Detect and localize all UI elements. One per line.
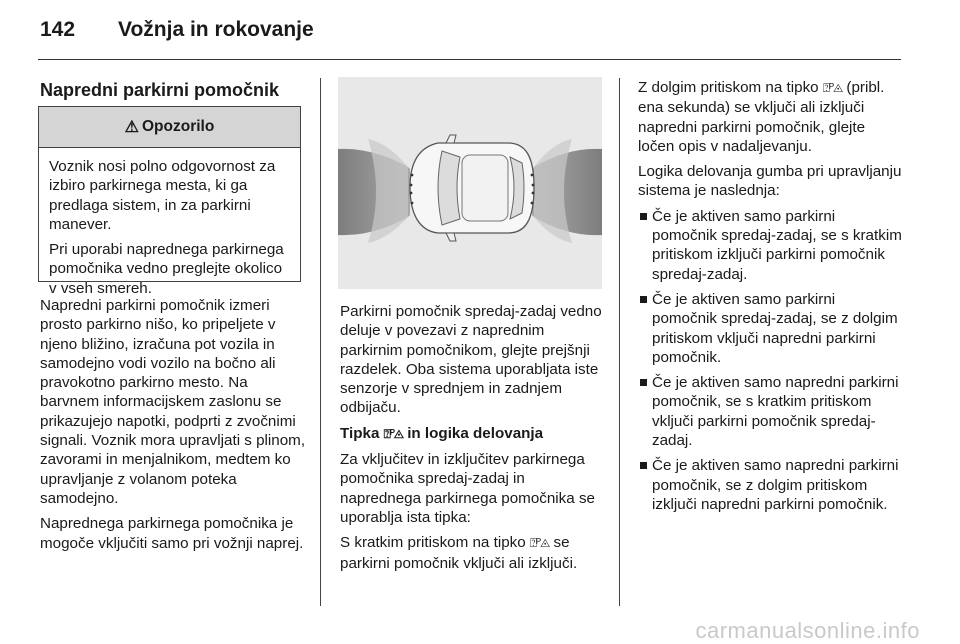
subheading-prefix: Tipka — [340, 424, 380, 442]
watermark: carmanualsonline.info — [695, 618, 920, 643]
parking-assist-button-icon: ⍰ᴾ◬ — [383, 426, 403, 441]
column-3-text — [638, 78, 904, 520]
figure-caption: Parkirni pomočnik spredaj-zadaj vedno deluje v povezavi z naprednim parkirnim pomočnikom, glejte prejšnji razdelek. Oba sistema uporabljata iste senzorje v sprednjem in zadnjem odbijaču. — [340, 303, 602, 417]
page-title: Vožnja in rokovanje — [118, 18, 314, 41]
parking-assist-button-icon: ⍰ᴾ◬ — [822, 81, 843, 95]
list-item: Če je aktiven samo parkirni pomočnik spredaj-zadaj, se s kratkim pritiskom izključi parkirni pomočnik spredaj-zadaj. — [638, 207, 904, 284]
parking-assist-button-icon: ⍰ᴾ◬ — [529, 536, 550, 551]
logic-intro-paragraph: Logika delovanja gumba pri upravljanju sistema je naslednja: — [638, 163, 902, 200]
list-item: Če je aktiven samo napredni parkirni pomočnik, se s kratkim pritiskom vključi parkirni pomočnik spredaj-zadaj. — [638, 373, 904, 450]
warning-body — [39, 148, 300, 298]
column-divider-1 — [320, 78, 321, 606]
header-rule — [38, 59, 901, 60]
car-top-view-illustration — [338, 77, 602, 289]
warning-header — [39, 107, 300, 148]
warning-label: Opozorilo — [142, 118, 215, 135]
column-2-text — [340, 302, 606, 579]
section-heading: Napredni parkirni pomočnik — [40, 80, 280, 100]
list-item: Če je aktiven samo napredni parkirni pomočnik, se z dolgim pritiskom izključi napredni parkirni pomočnik. — [638, 456, 904, 514]
button-subheading — [340, 424, 606, 444]
long-press-paragraph — [638, 78, 904, 156]
parking-sensor-figure — [338, 77, 602, 289]
short-press-suffix: se parkirni pomočnik vključi ali izključi. — [340, 534, 578, 572]
intro-paragraph: Napredni parkirni pomočnik izmeri prosto parkirno nišo, ko pripeljete v njeno bližino, izračuna pot vozila in samodejno vodi vozilo na bočno ali pravokotno parkirno mesto. Na barvnem informacijskem zaslonu se prikazujejo napotki, podprti z zvočnimi signali. Voznik mora upravljati s plinom, zavorami in menjalnikom, medtem ko upravljanje z volanom poteka samodejno. — [40, 297, 306, 507]
page-number: 142 — [40, 18, 76, 41]
column-divider-2 — [619, 78, 620, 606]
subheading-suffix: in logika delovanja — [407, 424, 544, 442]
short-press-prefix: S kratkim pritiskom na tipko — [340, 534, 526, 552]
warning-box — [38, 106, 301, 297]
short-press-paragraph — [340, 533, 606, 573]
warning-paragraph-1: Voznik nosi polno odgovornost za izbiro parkirnega mesta, ki ga predlaga sistem, in za parkirni manever. — [49, 158, 276, 233]
shared-button-paragraph: Za vključitev in izključitev parkirnega pomočnika spredaj-zadaj in naprednega parkirnega pomočnika se uporablja ista tipka: — [340, 451, 595, 526]
warning-triangle-icon: ⚠ — [124, 119, 139, 136]
column-1-text — [40, 296, 306, 559]
logic-bullet-list — [638, 207, 904, 514]
activation-note-paragraph: Naprednega parkirnega pomočnika je mogoče vključiti samo pri vožnji naprej. — [40, 515, 304, 552]
long-press-prefix: Z dolgim pritiskom na tipko — [638, 79, 819, 96]
long-press-suffix: (pribl. ena sekunda) se vključi ali izključi napredni parkirni pomočnik, glejte ločen opis v nadaljevanju. — [638, 79, 885, 155]
warning-paragraph-2: Pri uporabi naprednega parkirnega pomočnika vedno preglejte okolico v vseh smereh. — [49, 241, 284, 297]
list-item: Če je aktiven samo parkirni pomočnik spredaj-zadaj, se z dolgim pritiskom vključi napredni parkirni pomočnik. — [638, 290, 904, 367]
